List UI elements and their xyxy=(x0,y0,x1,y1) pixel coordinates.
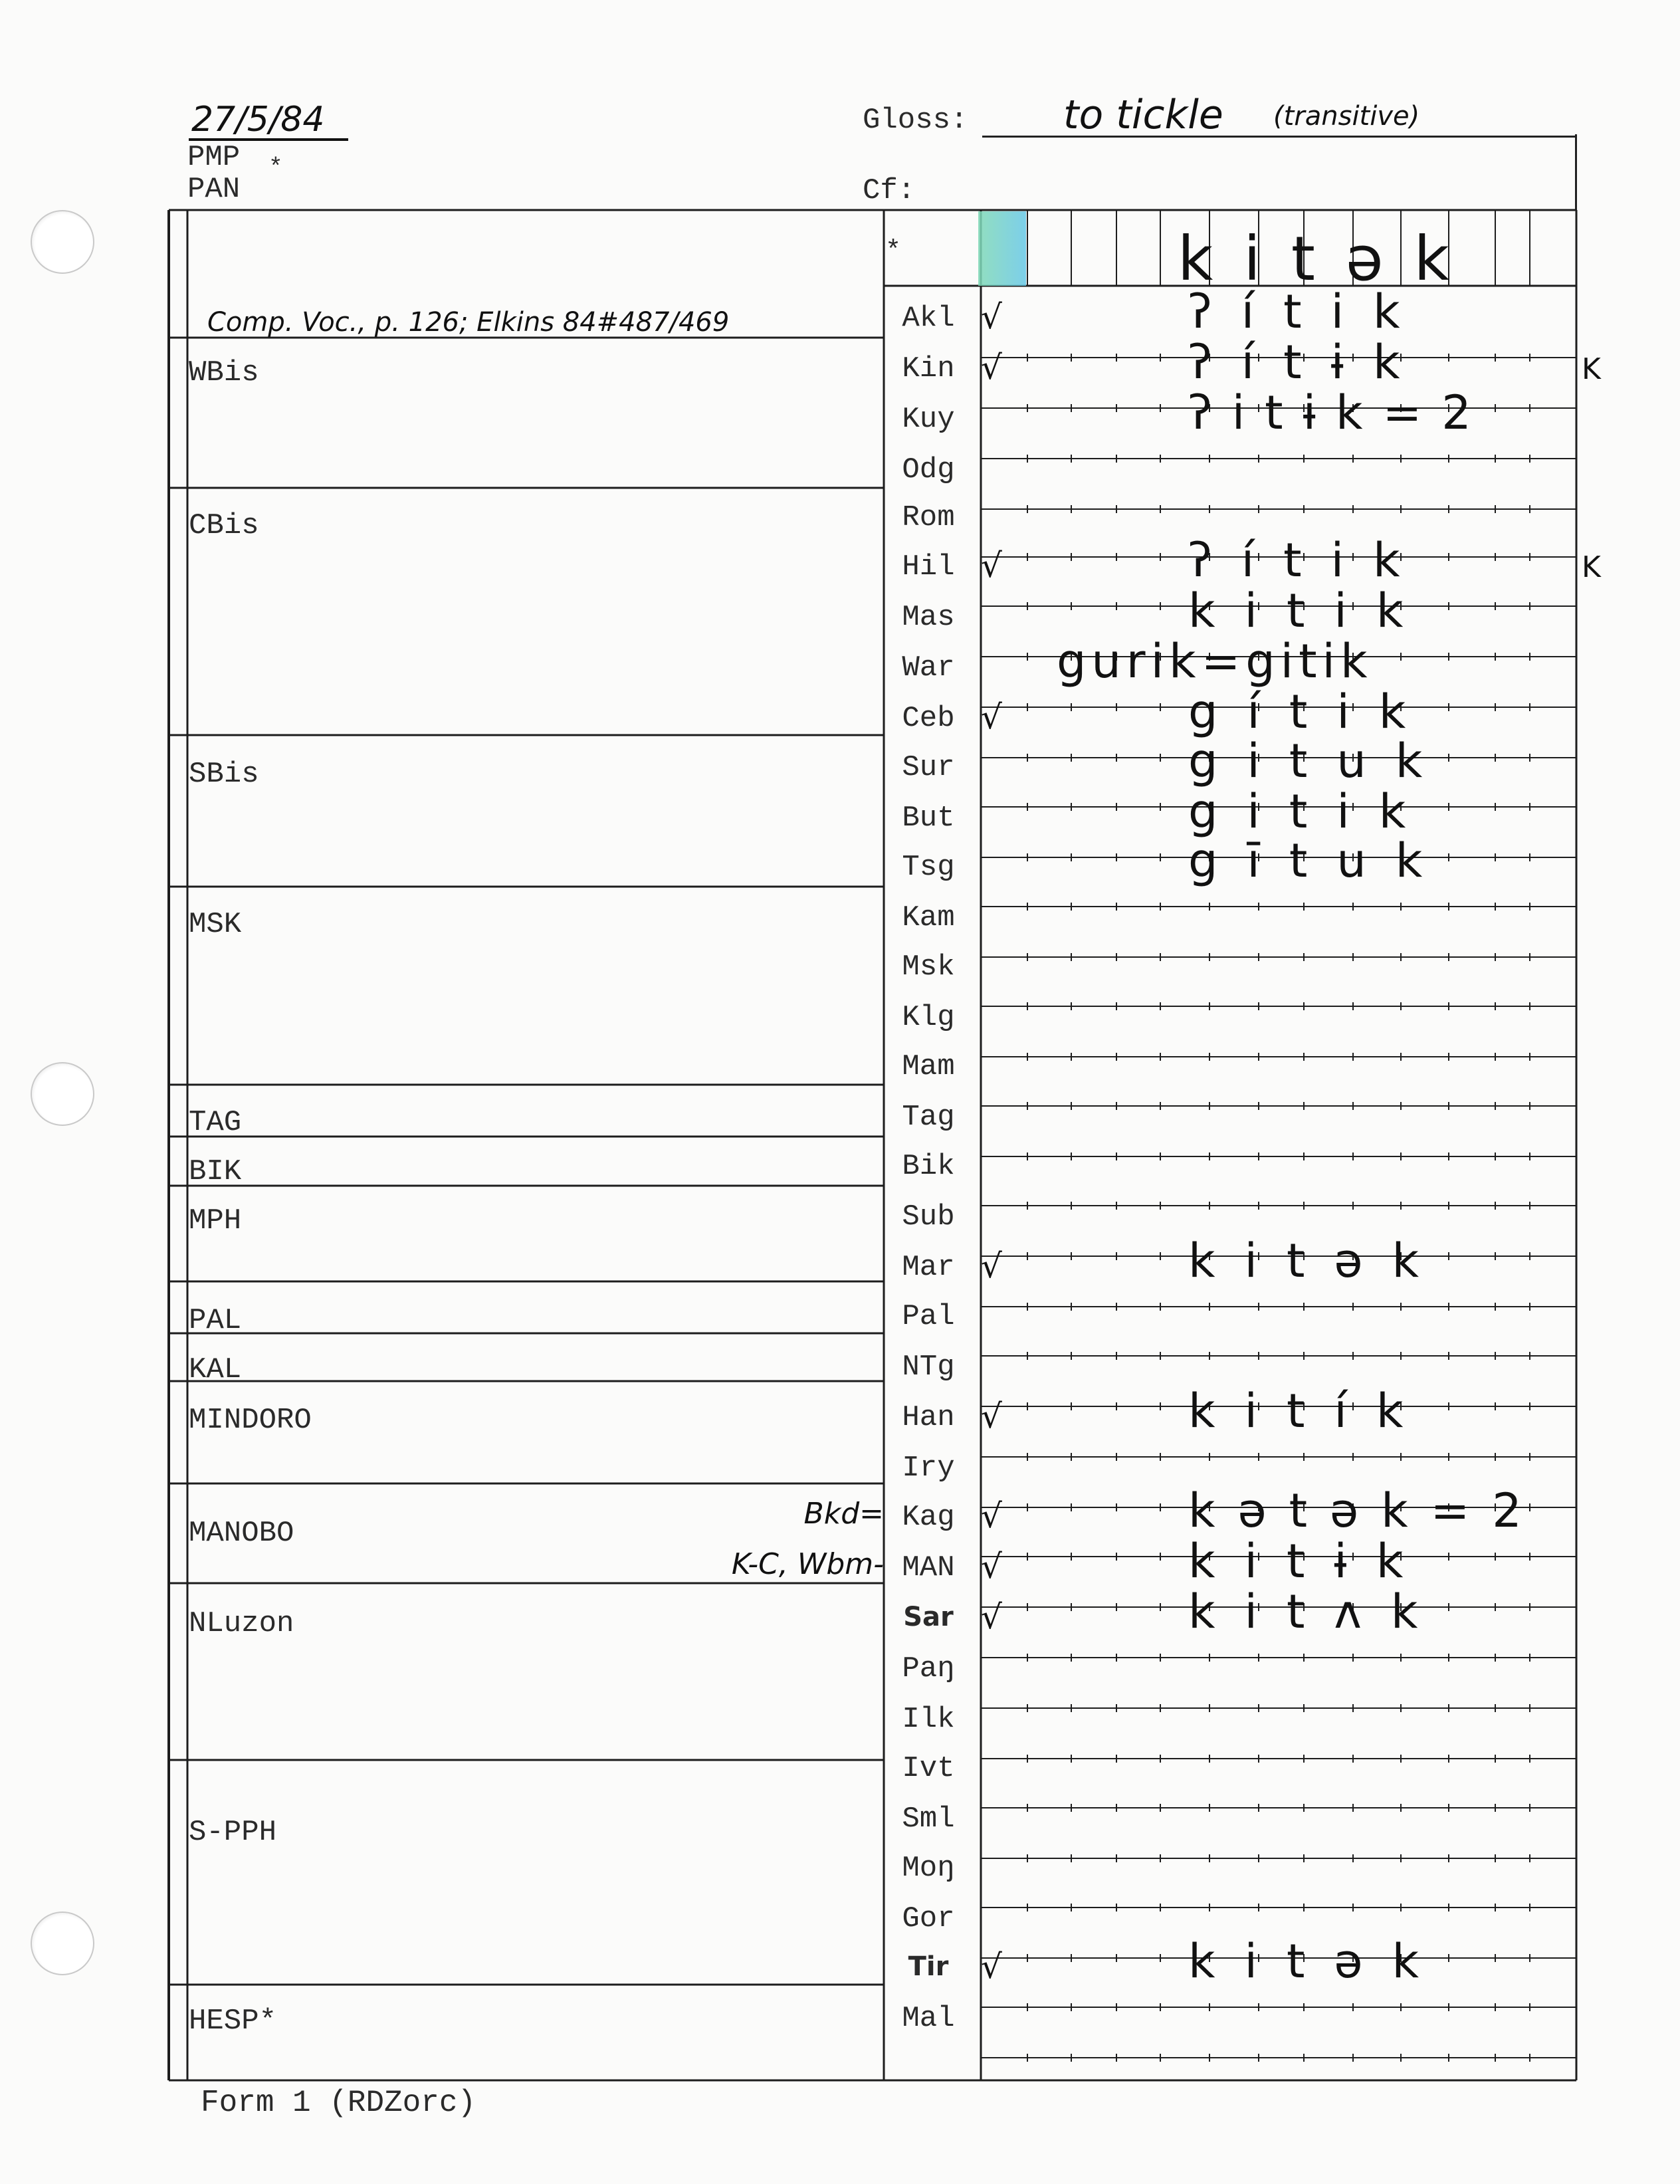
language-code: Moŋ xyxy=(902,1852,955,1885)
highlight-mark xyxy=(978,211,1026,286)
checkmark: √ xyxy=(981,546,1002,585)
checkmark: √ xyxy=(981,1547,1002,1586)
language-form: gitik xyxy=(1188,784,1435,839)
language-code: Ceb xyxy=(902,702,955,735)
language-form: gituk xyxy=(1188,734,1452,788)
language-code: Tir xyxy=(908,1951,949,1982)
language-form: gítik xyxy=(1188,685,1435,739)
region-label: S-PPH xyxy=(189,1816,277,1849)
language-code: MAN xyxy=(902,1551,955,1584)
language-form: kitík xyxy=(1188,1384,1433,1438)
language-code: Mar xyxy=(902,1251,955,1284)
language-code: Ivt xyxy=(902,1752,955,1785)
pmp-label: PMP xyxy=(187,141,241,174)
star-mark: * xyxy=(268,154,283,181)
language-code: Kam xyxy=(902,901,955,934)
language-prefix-note: Bkd= xyxy=(803,1497,884,1531)
language-form: gītuk xyxy=(1188,833,1452,888)
region-label: TAG xyxy=(189,1106,242,1139)
margin-mark: K xyxy=(1582,352,1601,386)
language-code: Paŋ xyxy=(902,1652,955,1686)
language-form: kətək=2 xyxy=(1188,1483,1544,1538)
language-form: ʔítik xyxy=(1188,533,1429,588)
gloss-label: Gloss: xyxy=(863,104,968,137)
language-code: Pal xyxy=(902,1300,955,1333)
region-label: MANOBO xyxy=(189,1517,294,1550)
language-code: Klg xyxy=(902,1001,955,1034)
language-form: ʔítik xyxy=(1188,284,1429,339)
language-code: Mam xyxy=(902,1050,955,1083)
language-code: Tsg xyxy=(902,851,955,884)
checkmark: √ xyxy=(981,1947,1002,1986)
language-code: Mal xyxy=(902,2002,955,2035)
language-form: kitək xyxy=(1188,1934,1449,1989)
gloss-value: to tickle xyxy=(1063,92,1223,138)
language-form: gurik=gitik xyxy=(1057,634,1373,689)
checkmark: √ xyxy=(981,1247,1002,1285)
region-label: HESP* xyxy=(189,2005,277,2038)
form-footer: Form 1 (RDZorc) xyxy=(201,2086,476,2120)
language-code: Akl xyxy=(902,302,955,335)
region-label: WBis xyxy=(189,356,259,389)
region-label: CBis xyxy=(189,509,259,542)
language-code: Rom xyxy=(902,501,955,534)
checkmark: √ xyxy=(981,298,1002,336)
language-code: Gor xyxy=(902,1902,955,1935)
pan-label: PAN xyxy=(187,173,241,206)
date: 27/5/84 xyxy=(191,100,325,140)
language-code: Kag xyxy=(902,1501,955,1534)
checkmark: √ xyxy=(981,698,1002,736)
language-code: Sml xyxy=(902,1802,955,1836)
language-code: Tag xyxy=(902,1101,955,1134)
language-form: kitik xyxy=(1188,584,1433,638)
language-form: ʔítɨk xyxy=(1188,335,1429,389)
language-code: Iry xyxy=(902,1452,955,1485)
language-code: Kuy xyxy=(902,403,955,436)
language-form: kitʌk xyxy=(1188,1584,1447,1639)
region-label: BIK xyxy=(189,1155,242,1188)
reconstruction-form: kitək xyxy=(1178,223,1480,294)
language-code: But xyxy=(902,802,955,835)
region-label: NLuzon xyxy=(189,1607,294,1640)
language-code: Mas xyxy=(902,601,955,634)
language-code: Msk xyxy=(902,950,955,984)
language-code: Sub xyxy=(902,1200,955,1234)
language-code: Sar xyxy=(903,1602,954,1632)
checkmark: √ xyxy=(981,1497,1002,1535)
region-label: SBis xyxy=(189,758,259,791)
language-code: Sur xyxy=(902,751,955,784)
region-label: PAL xyxy=(189,1304,242,1337)
margin-mark: K xyxy=(1582,550,1601,584)
language-code: Han xyxy=(902,1401,955,1434)
gloss-note: (transitive) xyxy=(1273,101,1420,132)
language-code: Kin xyxy=(902,352,955,385)
checkmark: √ xyxy=(981,1598,1002,1636)
region-label: MPH xyxy=(189,1204,242,1238)
language-code: Hil xyxy=(902,550,955,584)
region-label: MINDORO xyxy=(189,1404,312,1437)
cf-label: Cf: xyxy=(863,174,916,207)
language-prefix-note: K-C, Wbm- xyxy=(731,1547,884,1581)
language-code: War xyxy=(902,651,955,685)
language-form: kitək xyxy=(1188,1234,1449,1288)
language-code: Odg xyxy=(902,453,955,487)
language-code: NTg xyxy=(902,1351,955,1384)
region-label: KAL xyxy=(189,1353,242,1386)
region-label: MSK xyxy=(189,908,242,941)
language-code: Ilk xyxy=(902,1703,955,1736)
language-code: Bik xyxy=(902,1150,955,1183)
reconstruction-star: * xyxy=(885,237,902,267)
checkmark: √ xyxy=(981,1397,1002,1436)
language-form: ʔitɨk=2 xyxy=(1188,385,1491,440)
language-form: kitɨk xyxy=(1188,1534,1433,1588)
reference-note: Comp. Voc., p. 126; Elkins 84#487/469 xyxy=(207,307,730,338)
checkmark: √ xyxy=(981,348,1002,387)
